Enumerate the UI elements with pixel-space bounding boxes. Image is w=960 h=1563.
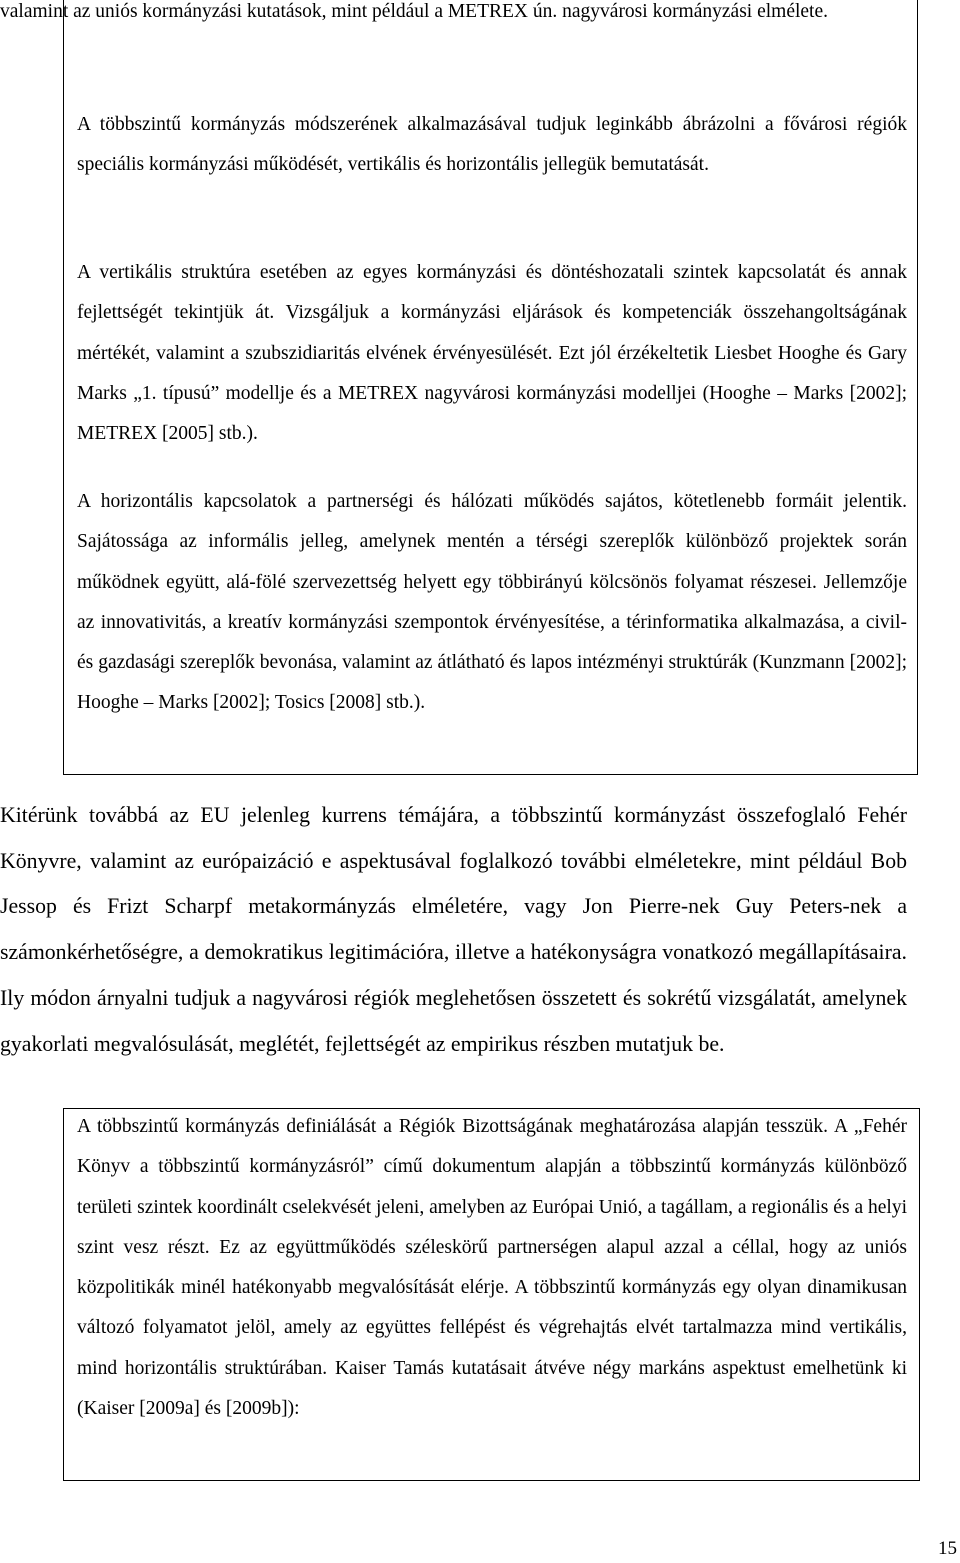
definition-paragraph: A többszintű kormányzás definiálását a Régiók Bizottságának meghatározása alapján tesszük. A „Fehér Könyv a többszintű kormányzásról” című dokumentum alapján a többszintű kormányzás különböző területi szintek koordinált cselekvését jeleni, amelyben az Európai Unió, a tagállam, a regionális és a helyi szint vesz részt. Ez az együttműködés széleskörű partnerségen alapul azzal a céllal, hogy az uniós közpolitikák minél hatékonyabb megvalósítását elérje. A többszintű kormányzás egy olyan dinamikusan változó folyamatot jelöl, amely az együttes fellépést és végrehajtás elvét tartalmazza mind vertikális, mind horizontális struktúrában. Kaiser Tamás kutatásait átvéve négy markáns aspektust emelhetünk ki (Kaiser [2009a] és [2009b]):	[77, 1116, 907, 1420]
multilevel-governance-paragraph: A többszintű kormányzás módszerének alkalmazásával tudjuk leginkább ábrázolni a fővárosi régiók speciális kormányzási működését, vertikális és horizontális jellegük bemutatását.	[77, 114, 907, 176]
main-body-paragraph: Kitérünk továbbá az EU jelenleg kurrens témájára, a többszintű kormányzást összefoglaló Fehér Könyvre, valamint az európaizáció e aspektusával foglalkozó további elméletekre, mint például Bob Jessop és Frizt Scharpf metakormányzás elméletére, vagy Jon Pierre-nek Guy Peters-nek a számonkérhetőségre, a demokratikus legitimációra, illetve a hatékonyságra vonatkozó megállapításaira. Ily módon árnyalni tudjuk a nagyvárosi régiók meglehetősen összetett és sokrétű vizsgálatát, amelynek gyakorlati megvalósulását, meglétét, fejlettségét az empirikus részben mutatjuk be.	[0, 803, 907, 1056]
vertical-structure-paragraph: A vertikális struktúra esetében az egyes kormányzási és döntéshozatali szintek kapcsolatát és annak fejlettségét tekintjük át. Vizsgáljuk a kormányzási eljárások és kompetenciák összehangoltságának mértékét, valamint a szubszidiaritás elvének érvényesülését. Ezt jól érzékeltetik Liesbet Hooghe és Gary Marks „1. típusú” modellje és a METREX nagyvárosi kormányzási modelljei (Hooghe – Marks [2002]; METREX [2005] stb.).	[77, 262, 907, 445]
top-fragment-text: valamint az uniós kormányzási kutatások, mint például a METREX ún. nagyvárosi kormányzási elmélete.	[0, 1, 828, 22]
page-number: 15	[938, 1538, 957, 1559]
horizontal-relations-paragraph: A horizontális kapcsolatok a partnerségi és hálózati működés sajátos, kötetlenebb formáit jelentik. Sajátossága az informális jelleg, amelynek mentén a térségi szereplők különböző projektek során működnek együtt, alá-fölé szervezettség helyett egy többirányú kölcsönös folyamat részesei. Jellemzője az innovativitás, a kreatív kormányzási szempontok érvényesítése, a térinformatika alkalmazása, a civil- és gazdasági szereplők bevonása, valamint az átlátható és lapos intézményi struktúrák (Kunzmann [2002]; Hooghe – Marks [2002]; Tosics [2008] stb.).	[77, 491, 907, 714]
